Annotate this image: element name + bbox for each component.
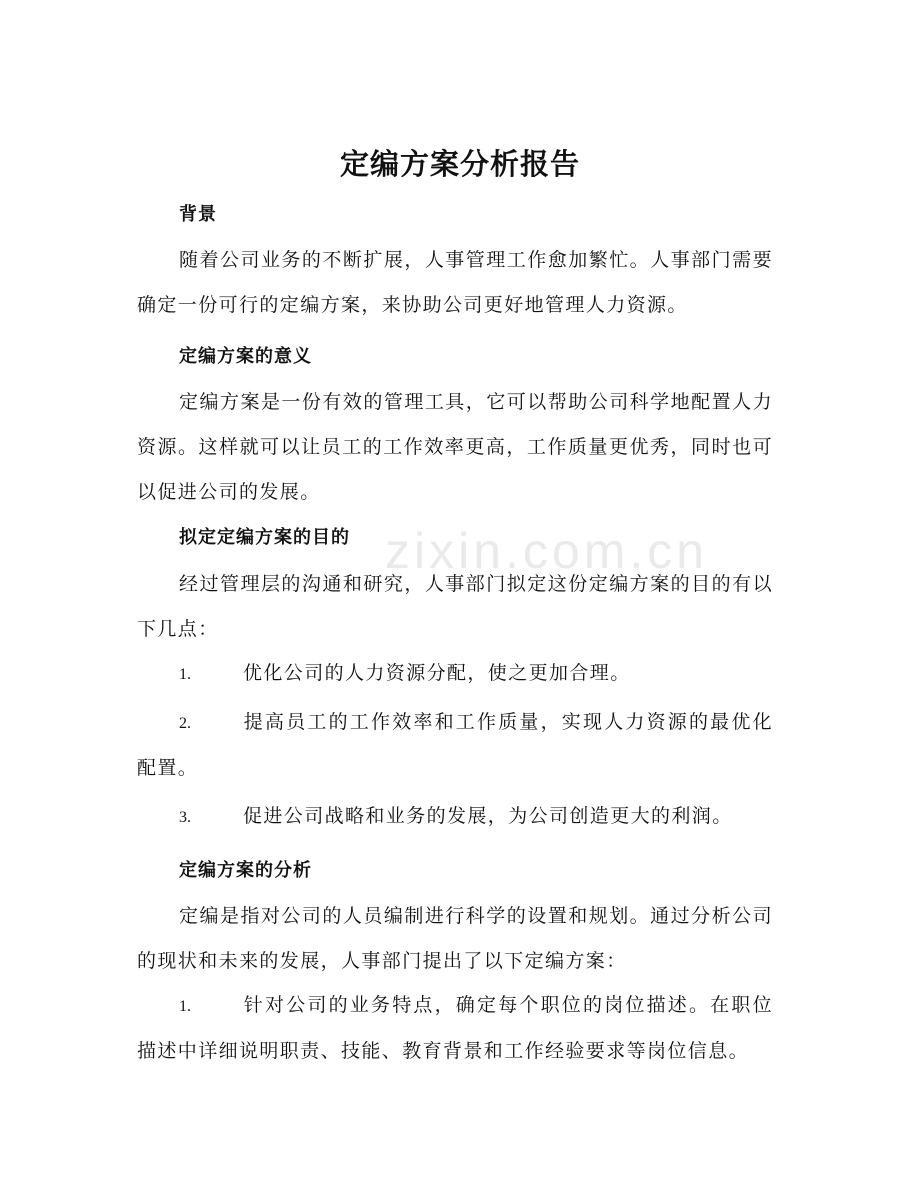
list-item-text: 针对公司的业务特点，确定每个职位的岗位描述。在职位描述中详细说明职责、技能、教育背景和工作经验要求等岗位信息。	[137, 994, 773, 1062]
paragraph-background: 随着公司业务的不断扩展，人事管理工作愈加繁忙。人事部门需要确定一份可行的定编方案，来协助公司更好地管理人力资源。	[137, 249, 773, 316]
list-item-purpose-1	[137, 651, 773, 697]
paragraph-purpose: 经过管理层的沟通和研究，人事部门拟定这份定编方案的目的有以下几点：	[137, 573, 773, 640]
list-number: 1.	[179, 666, 191, 683]
list-number: 1.	[179, 998, 191, 1015]
section-heading-significance: 定编方案的意义	[179, 346, 312, 367]
list-item-purpose-3	[137, 794, 773, 840]
page-title: 定编方案分析报告	[339, 147, 580, 181]
list-item-purpose-2	[137, 700, 773, 791]
list-item-text: 优化公司的人力资源分配，使之更加合理。	[243, 662, 631, 684]
watermark: zixin.com.cn	[385, 523, 709, 579]
list-item-text: 促进公司战略和业务的发展，为公司创造更大的利润。	[243, 805, 733, 827]
list-item-analysis-1	[137, 983, 773, 1074]
section-heading-analysis: 定编方案的分析	[179, 860, 312, 881]
section-heading-purpose: 拟定定编方案的目的	[179, 527, 350, 548]
list-item-text: 提高员工的工作效率和工作质量，实现人力资源的最优化配置。	[137, 711, 773, 779]
paragraph-analysis: 定编是指对公司的人员编制进行科学的设置和规划。通过分析公司的现状和未来的发展，人事部门提出了以下定编方案：	[137, 905, 773, 972]
list-number: 2.	[179, 715, 191, 732]
paragraph-significance: 定编方案是一份有效的管理工具，它可以帮助公司科学地配置人力资源。这样就可以让员工的工作效率更高，工作质量更优秀，同时也可以促进公司的发展。	[137, 391, 773, 503]
section-heading-background: 背景	[179, 204, 217, 225]
list-number: 3.	[179, 809, 191, 826]
